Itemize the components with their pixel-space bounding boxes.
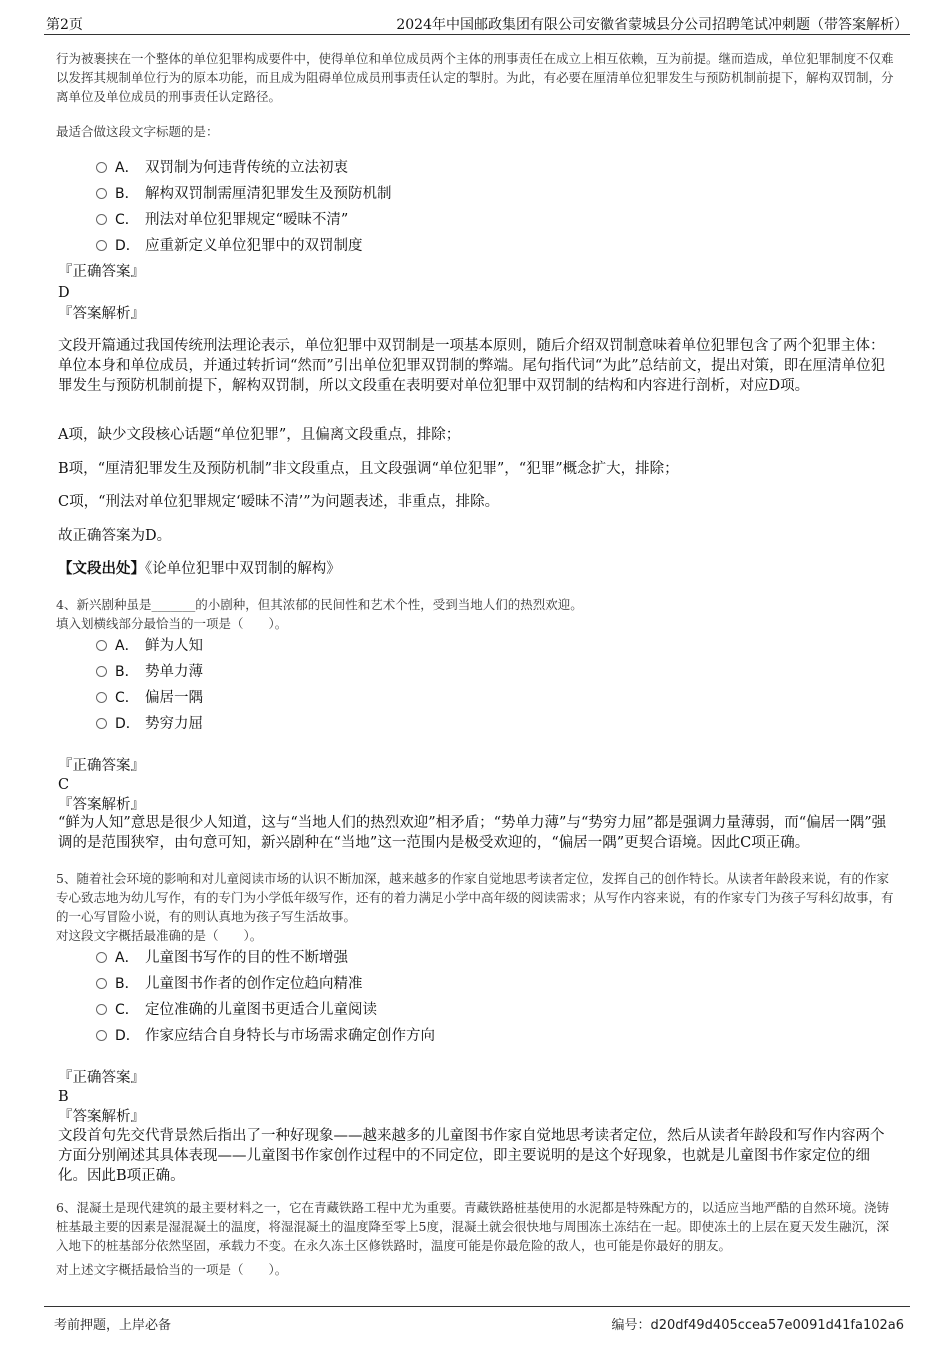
page-footer <box>44 1306 910 1331</box>
q3-source: 【文段出处】《论单位犯罪中双罚制的解构》 <box>58 560 341 577</box>
q4-stem: 4、新兴剧种虽是_______的小剧种，但其浓郁的民间性和艺术个性，受到当地人们的热烈欢迎。 <box>56 597 583 612</box>
q4-analysis-label: 『答案解析』 <box>58 797 145 813</box>
radio-icon[interactable] <box>96 1030 107 1041</box>
radio-icon[interactable] <box>96 1004 107 1015</box>
q3-analysis-c: C项，“刑法对单位犯罪规定‘暧昧不清’”为问题表述，非重点，排除。 <box>58 494 500 510</box>
q5-option-d[interactable]: D． 作家应结合自身特长与市场需求确定创作方向 <box>96 1026 435 1046</box>
q4-question: 填入划横线部分最恰当的一项是（ ）。 <box>56 616 288 631</box>
q4-analysis: “鲜为人知”意思是很少人知道，这与“当地人们的热烈欢迎”相矛盾；“势单力薄”与“势穷力屈”都是强调力量薄弱，而“偏居一隅”强调的是范围狭窄，由句意可知，新兴剧种在“当地”这一范围内是极受欢迎的，“偏居一隅”更契合语境。因此C项正确。 <box>58 815 887 851</box>
q4-option-d[interactable]: D． 势穷力屈 <box>96 714 203 734</box>
q3-answer: D <box>58 285 70 301</box>
q3-question: 最适合做这段文字标题的是： <box>56 124 219 139</box>
document-id: 编号：d20df49d405ccea57e0091d41fa102a6 <box>611 1318 904 1333</box>
q5-answer: B <box>58 1089 69 1105</box>
q4-answer-label: 『正确答案』 <box>58 758 145 774</box>
radio-icon[interactable] <box>96 978 107 989</box>
q5-analysis-label: 『答案解析』 <box>58 1109 145 1125</box>
radio-icon[interactable] <box>96 718 107 729</box>
q5-option-c[interactable]: C． 定位准确的儿童图书更适合儿童阅读 <box>96 1000 377 1020</box>
q3-analysis-b: B项，“厘清犯罪发生及预防机制”非文段重点，且文段强调“单位犯罪”，“犯罪”概念扩大，排除； <box>58 461 679 477</box>
q3-option-a[interactable]: A． 双罚制为何违背传统的立法初衷 <box>96 158 348 178</box>
q3-analysis-a: A项，缺少文段核心话题“单位犯罪”，且偏离文段重点，排除； <box>58 427 461 443</box>
radio-icon[interactable] <box>96 692 107 703</box>
page-header <box>44 12 910 35</box>
radio-icon[interactable] <box>96 666 107 677</box>
q6-stem: 6、混凝土是现代建筑的最主要材料之一，它在青藏铁路工程中尤为重要。青藏铁路桩基使用的水泥都是特殊配方的，以适应当地严酷的自然环境。浇铸桩基最主要的因素是湿混凝土的温度，将湿混凝土的温度降至零上5度，混凝土就会很快地与周围冻土冻结在一起。即使冻土的上层在夏天发生融沉，深入地下的桩基部分依然坚固，承载力不变。在永久冻土区修铁路时，温度可能是你最危险的敌人，也可能是你最好的朋友。 <box>56 1200 889 1253</box>
q3-analysis-label: 『答案解析』 <box>58 306 145 322</box>
q5-option-a[interactable]: A． 儿童图书写作的目的性不断增强 <box>96 948 348 968</box>
q4-option-a[interactable]: A． 鲜为人知 <box>96 636 203 656</box>
q5-analysis: 文段首句先交代背景然后指出了一种好现象——越来越多的儿童图书作家自觉地思考读者定位，然后从读者年龄段和写作内容两个方面分别阐述其具体表现——儿童图书作家创作过程中的不同定位，即主要说明的是这个好现象，也就是儿童图书作家定位的细化。因此B项正确。 <box>58 1128 885 1184</box>
radio-icon[interactable] <box>96 240 107 251</box>
q3-passage: 行为被裹挟在一个整体的单位犯罪构成要件中，使得单位和单位成员两个主体的刑事责任在成立上相互依赖，互为前提。继而造成，单位犯罪制度不仅难以发挥其规制单位行为的原本功能，而且成为阻碍单位成员刑事责任认定的掣肘。为此，有必要在厘清单位犯罪发生与预防机制前提下，解构双罚制，分离单位及单位成员的刑事责任认定路径。 <box>56 51 894 104</box>
q5-question: 对这段文字概括最准确的是（ ）。 <box>56 928 263 943</box>
q4-option-b[interactable]: B． 势单力薄 <box>96 662 203 682</box>
radio-icon[interactable] <box>96 952 107 963</box>
radio-icon[interactable] <box>96 214 107 225</box>
q5-stem: 5、随着社会环境的影响和对儿童阅读市场的认识不断加深，越来越多的作家自觉地思考读者定位，发挥自己的创作特长。从读者年龄段来说，有的作家专心致志地为幼儿写作，有的专门为小学低年级写作，还有的着力满足小学中高年级的阅读需求；从写作内容来说，有的作家专门为孩子写科幻故事，有的一心写冒险小说，有的则认真地为孩子写生活故事。 <box>56 871 894 924</box>
document-title: 2024年中国邮政集团有限公司安徽省蒙城县分公司招聘笔试冲刺题（带答案解析） <box>396 17 908 33</box>
footer-slogan: 考前押题，上岸必备 <box>54 1318 172 1333</box>
radio-icon[interactable] <box>96 640 107 651</box>
q4-option-c[interactable]: C． 偏居一隅 <box>96 688 203 708</box>
q5-answer-label: 『正确答案』 <box>58 1070 145 1086</box>
q3-answer-label: 『正确答案』 <box>58 264 145 280</box>
q5-option-b[interactable]: B． 儿童图书作者的创作定位趋向精准 <box>96 974 363 994</box>
q3-analysis-paragraph: 文段开篇通过我国传统刑法理论表示，单位犯罪中双罚制是一项基本原则，随后介绍双罚制意味着单位犯罪包含了两个犯罪主体：单位本身和单位成员，并通过转折词“然而”引出单位犯罪双罚制的弊端。尾句指代词“为此”总结前文，提出对策，即在厘清单位犯罪发生与预防机制前提下，解构双罚制，所以文段重在表明要对单位犯罪中双罚制的结构和内容进行剖析，对应D项。 <box>58 338 886 394</box>
q6-question: 对上述文字概括最恰当的一项是（ ）。 <box>56 1262 288 1277</box>
q3-option-c[interactable]: C． 刑法对单位犯罪规定“暧昧不清” <box>96 210 348 230</box>
q4-answer: C <box>58 777 70 793</box>
q3-option-b[interactable]: B． 解构双罚制需厘清犯罪发生及预防机制 <box>96 184 392 204</box>
radio-icon[interactable] <box>96 162 107 173</box>
page-number: 第2页 <box>46 17 83 33</box>
q3-conclusion: 故正确答案为D。 <box>58 528 172 544</box>
radio-icon[interactable] <box>96 188 107 199</box>
q3-option-d[interactable]: D． 应重新定义单位犯罪中的双罚制度 <box>96 236 363 256</box>
